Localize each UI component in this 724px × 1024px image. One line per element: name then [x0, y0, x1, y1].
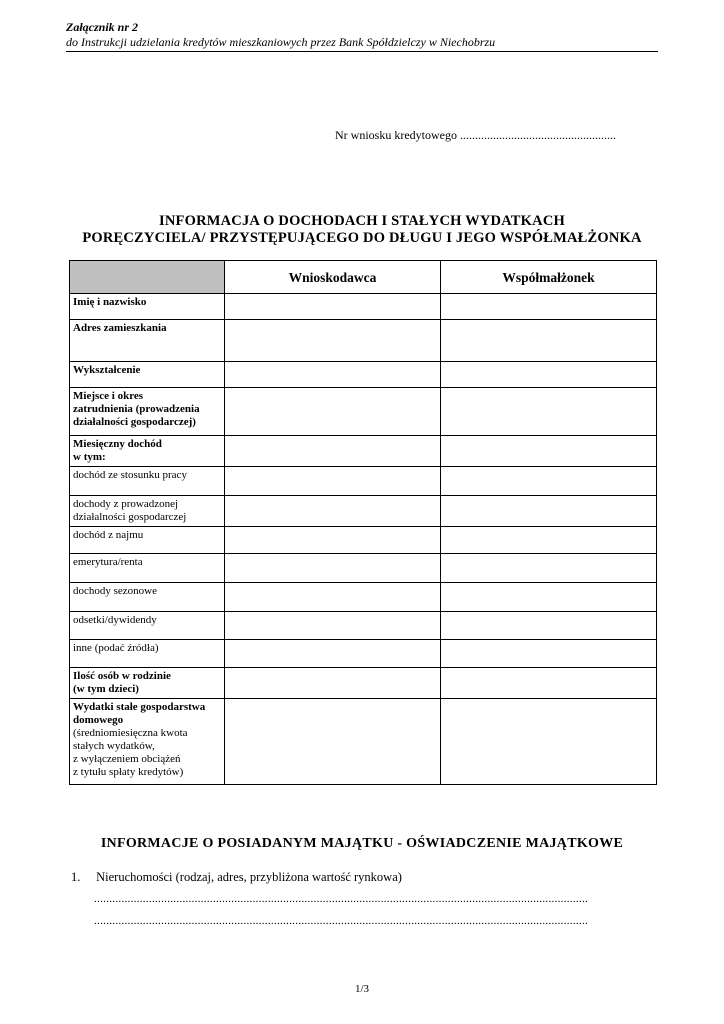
monthly-income-label: Miesięczny dochód: [73, 438, 162, 450]
spouse-address-input[interactable]: [441, 320, 657, 362]
row-label-seasonal: dochody sezonowe: [70, 583, 225, 612]
business-income-label-line-2: działalności gospodarczej: [73, 511, 187, 523]
spouse-employment-input[interactable]: [441, 388, 657, 436]
row-label-business-income: [70, 496, 225, 527]
table-row: [70, 583, 657, 612]
spouse-name-input[interactable]: [441, 294, 657, 320]
header-blank-cell: [70, 261, 225, 294]
table-row: [70, 388, 657, 436]
header-divider: [66, 51, 658, 52]
table-row: [70, 640, 657, 668]
row-label-education: Wykształcenie: [70, 362, 225, 388]
applicant-employment-input[interactable]: [225, 388, 441, 436]
row-label-interest: odsetki/dywidendy: [70, 612, 225, 640]
application-number-field[interactable]: Nr wniosku kredytowego ....................................................: [335, 128, 616, 142]
document-header: [66, 20, 658, 50]
spouse-monthly-income-input[interactable]: [441, 436, 657, 467]
row-label-name: Imię i nazwisko: [70, 294, 225, 320]
row-label-expenses: [70, 699, 225, 785]
employment-label-line-3: działalności gospodarczej): [73, 416, 196, 428]
table-row: [70, 467, 657, 496]
assets-section-title: INFORMACJE O POSIADANYM MAJĄTKU - OŚWIADCZENIE MAJĄTKOWE: [100, 836, 624, 851]
employment-label-line-2: zatrudnienia (prowadzenia: [73, 403, 200, 415]
spouse-business-income-input[interactable]: [441, 496, 657, 527]
header-subtitle: do Instrukcji udzielania kredytów mieszkaniowych przez Bank Spółdzielczy w Niechobrzu: [66, 35, 496, 49]
expenses-label-line-4: stałych wydatków,: [73, 740, 155, 752]
applicant-seasonal-input[interactable]: [225, 583, 441, 612]
row-label-other: inne (podać źródła): [70, 640, 225, 668]
row-label-employment-income: dochód ze stosunku pracy: [70, 467, 225, 496]
applicant-interest-input[interactable]: [225, 612, 441, 640]
spouse-employment-income-input[interactable]: [441, 467, 657, 496]
applicant-pension-input[interactable]: [225, 554, 441, 583]
real-estate-item-label: Nieruchomości (rodzaj, adres, przybliżona wartość rynkowa): [96, 870, 402, 884]
household-label-line-1: Ilość osób w rodzinie: [73, 670, 171, 682]
row-label-address: Adres zamieszkania: [70, 320, 225, 362]
expenses-label-line-2: domowego: [73, 714, 124, 726]
row-label-monthly-income: [70, 436, 225, 467]
applicant-address-input[interactable]: [225, 320, 441, 362]
spouse-seasonal-input[interactable]: [441, 583, 657, 612]
expenses-label-line-1: Wydatki stałe gospodarstwa: [73, 701, 206, 713]
spouse-interest-input[interactable]: [441, 612, 657, 640]
applicant-education-input[interactable]: [225, 362, 441, 388]
table-row: [70, 436, 657, 467]
row-label-rental-income: dochód z najmu: [70, 527, 225, 554]
applicant-monthly-income-input[interactable]: [225, 436, 441, 467]
real-estate-fill-line-1[interactable]: ..................................................................................................................................................................: [94, 893, 589, 905]
form-title-line-2: PORĘCZYCIELA/ PRZYSTĘPUJĄCEGO DO DŁUGU I JEGO WSPÓŁMAŁŻONKA: [82, 230, 642, 246]
form-title: [40, 213, 684, 247]
table-row: [70, 527, 657, 554]
spouse-other-input[interactable]: [441, 640, 657, 668]
row-label-pension: emerytura/renta: [70, 554, 225, 583]
real-estate-fill-line-2[interactable]: ..................................................................................................................................................................: [94, 915, 589, 927]
business-income-label-line-1: dochody z prowadzonej: [73, 498, 179, 510]
table-row: [70, 320, 657, 362]
page-number: 1/3: [354, 983, 370, 995]
applicant-employment-income-input[interactable]: [225, 467, 441, 496]
spouse-expenses-input[interactable]: [441, 699, 657, 785]
spouse-pension-input[interactable]: [441, 554, 657, 583]
spouse-rental-income-input[interactable]: [441, 527, 657, 554]
table-row: [70, 554, 657, 583]
monthly-income-including-label: w tym:: [73, 451, 106, 463]
table-row: [70, 294, 657, 320]
applicant-other-input[interactable]: [225, 640, 441, 668]
applicant-household-input[interactable]: [225, 668, 441, 699]
annex-label: Załącznik nr 2: [66, 20, 139, 34]
real-estate-item-number: 1.: [71, 870, 81, 884]
table-row: [70, 362, 657, 388]
form-title-line-1: INFORMACJA O DOCHODACH I STAŁYCH WYDATKACH: [159, 213, 565, 229]
applicant-business-income-input[interactable]: [225, 496, 441, 527]
table-header-row: [70, 261, 657, 294]
spouse-column-header: Współmałżonek: [441, 261, 657, 294]
applicant-expenses-input[interactable]: [225, 699, 441, 785]
spouse-household-input[interactable]: [441, 668, 657, 699]
table-row: [70, 612, 657, 640]
table-row: [70, 699, 657, 785]
table-row: [70, 668, 657, 699]
expenses-label-line-6: z tytułu spłaty kredytów): [73, 766, 184, 778]
employment-label-line-1: Miejsce i okres: [73, 390, 144, 402]
row-label-household: [70, 668, 225, 699]
expenses-label-line-3: (średniomiesięczna kwota: [73, 727, 188, 739]
expenses-label-line-5: z wyłączeniem obciążeń: [73, 753, 181, 765]
applicant-rental-income-input[interactable]: [225, 527, 441, 554]
spouse-education-input[interactable]: [441, 362, 657, 388]
applicant-column-header: Wnioskodawca: [225, 261, 441, 294]
table-row: [70, 496, 657, 527]
applicant-name-input[interactable]: [225, 294, 441, 320]
income-expenses-table: [69, 260, 657, 785]
household-label-line-2: (w tym dzieci): [73, 683, 139, 695]
row-label-employment: [70, 388, 225, 436]
real-estate-item: [71, 870, 402, 885]
